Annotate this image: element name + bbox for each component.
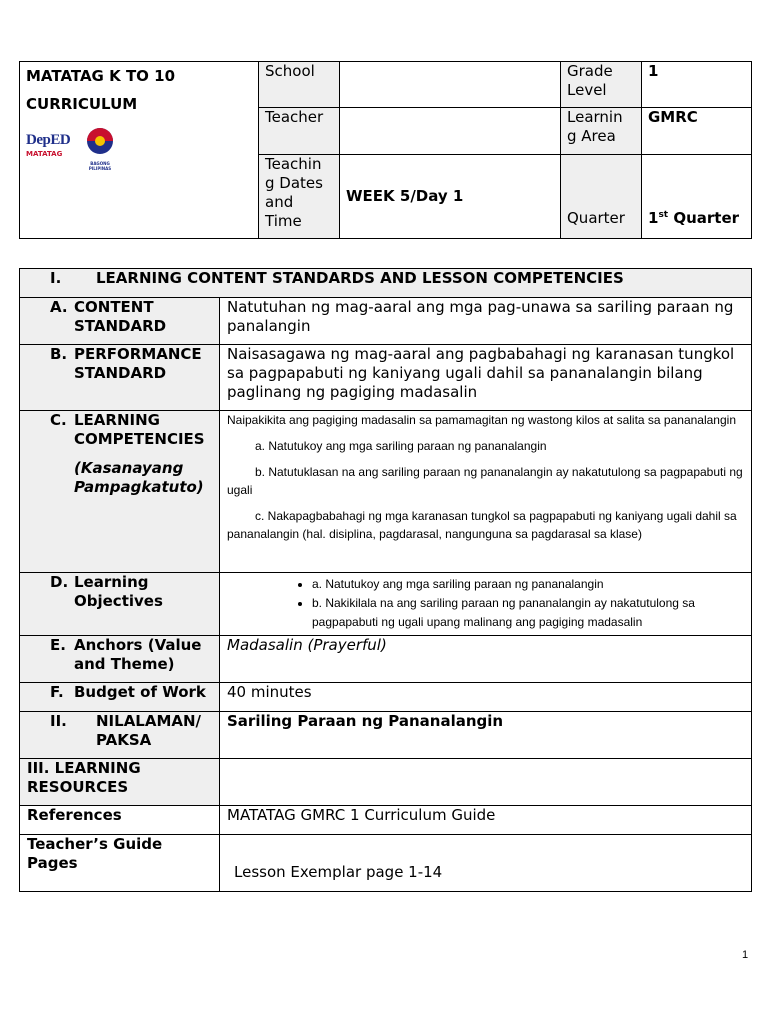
learning-resources-value bbox=[220, 759, 752, 806]
grade-level-label: Grade Level bbox=[561, 62, 642, 108]
school-label: School bbox=[259, 62, 340, 108]
bagong-pilipinas-text: BAGONG PILIPINAS bbox=[88, 161, 112, 171]
content-standard-value: Natutuhan ng mag-aaral ang mga pag-unawa sa sariling paraan ng panalangin bbox=[220, 298, 752, 345]
teachers-guide-label: Teacher’s Guide Pages bbox=[20, 835, 220, 892]
anchors-value: Madasalin (Prayerful) bbox=[220, 636, 752, 683]
learning-objectives-value bbox=[220, 573, 752, 636]
deped-logo-text: DepED bbox=[26, 131, 71, 148]
teaching-dates-value: WEEK 5/Day 1 bbox=[340, 155, 561, 239]
references-label: References bbox=[20, 806, 220, 835]
section-1-header bbox=[20, 269, 752, 298]
grade-level-value: 1 bbox=[642, 62, 752, 108]
learning-competencies-value bbox=[220, 411, 752, 573]
deped-matatag-logo bbox=[26, 131, 74, 167]
teaching-dates-label: Teachin g Dates and Time bbox=[259, 155, 340, 239]
budget-of-work-value: 40 minutes bbox=[220, 683, 752, 712]
performance-standard-label: B. PERFORMANCE STANDARD bbox=[20, 345, 220, 411]
curriculum-title-line1: MATATAG K TO 10 bbox=[26, 67, 176, 85]
objective-b: • b. Nakikilala na ang sariling paraan ng pananalangin ay nakatutulong sa pagpapabuti ng ugali upang malinang ang pagiging madasalin bbox=[312, 594, 751, 632]
learning-resources-label: III. LEARNING RESOURCES bbox=[20, 759, 220, 806]
section-1-number: I. bbox=[50, 269, 62, 287]
teacher-value bbox=[340, 108, 561, 155]
anchors-label: E. Anchors (Value and Theme) bbox=[20, 636, 220, 683]
curriculum-title-line2: CURRICULUM bbox=[26, 95, 138, 113]
performance-standard-value: Naisasagawa ng mag-aaral ang pagbabahagi ng karanasan tungkol sa pagpapabuti ng kaniyang ugali dahil sa pananalangin bilang paglinang ng pagiging madasalin bbox=[220, 345, 752, 411]
curriculum-cell bbox=[20, 62, 259, 239]
learning-objectives-label: D. Learning Objectives bbox=[20, 573, 220, 636]
competency-item-a: a. Natutukoy ang mga sariling paraan ng pananalangin bbox=[255, 439, 547, 453]
teachers-guide-value: Lesson Exemplar page 1-14 bbox=[220, 835, 752, 892]
competency-intro: Naipakikita ang pagiging madasalin sa pamamagitan ng wastong kilos at salita sa pananalangin bbox=[227, 413, 736, 427]
nilalaman-value: Sariling Paraan ng Pananalangin bbox=[220, 712, 752, 759]
competency-item-c: c. Nakapagbabahagi ng mga karanasan tungkol sa pagpapabuti ng kaniyang ugali dahil sa pananalangin (hal. disiplina, pagdarasal, nangunguna sa pagdarasal sa klase) bbox=[227, 509, 737, 541]
section-1-title: LEARNING CONTENT STANDARDS AND LESSON COMPETENCIES bbox=[96, 269, 624, 287]
quarter-label: Quarter bbox=[561, 155, 642, 239]
bagong-pilipinas-logo bbox=[80, 126, 120, 171]
header-table bbox=[19, 61, 752, 239]
learning-area-label: Learnin g Area bbox=[561, 108, 642, 155]
school-value bbox=[340, 62, 561, 108]
kasanayang-label: (Kasanayang Pampagkatuto) bbox=[74, 459, 204, 496]
competency-item-b: b. Natutuklasan na ang sariling paraan ng pananalangin ay nakatutulong sa pagpapabuti ng ugali bbox=[227, 465, 743, 497]
learning-competencies-label: C. LEARNING COMPETENCIES (Kasanayang Pampagkatuto) bbox=[20, 411, 220, 573]
content-standard-label: A. CONTENT STANDARD bbox=[20, 298, 220, 345]
logos bbox=[26, 126, 252, 171]
matatag-logo-text: MATATAG bbox=[26, 149, 63, 158]
references-value: MATATAG GMRC 1 Curriculum Guide bbox=[220, 806, 752, 835]
nilalaman-label: II. NILALAMAN/ PAKSA bbox=[20, 712, 220, 759]
lesson-table bbox=[19, 268, 752, 892]
page-number: 1 bbox=[742, 949, 749, 961]
objective-a: • a. Natutukoy ang mga sariling paraan ng pananalangin bbox=[312, 575, 751, 594]
teacher-label: Teacher bbox=[259, 108, 340, 155]
quarter-value: 1st Quarter bbox=[642, 155, 752, 239]
learning-area-value: GMRC bbox=[642, 108, 752, 155]
budget-of-work-label: F. Budget of Work bbox=[20, 683, 220, 712]
